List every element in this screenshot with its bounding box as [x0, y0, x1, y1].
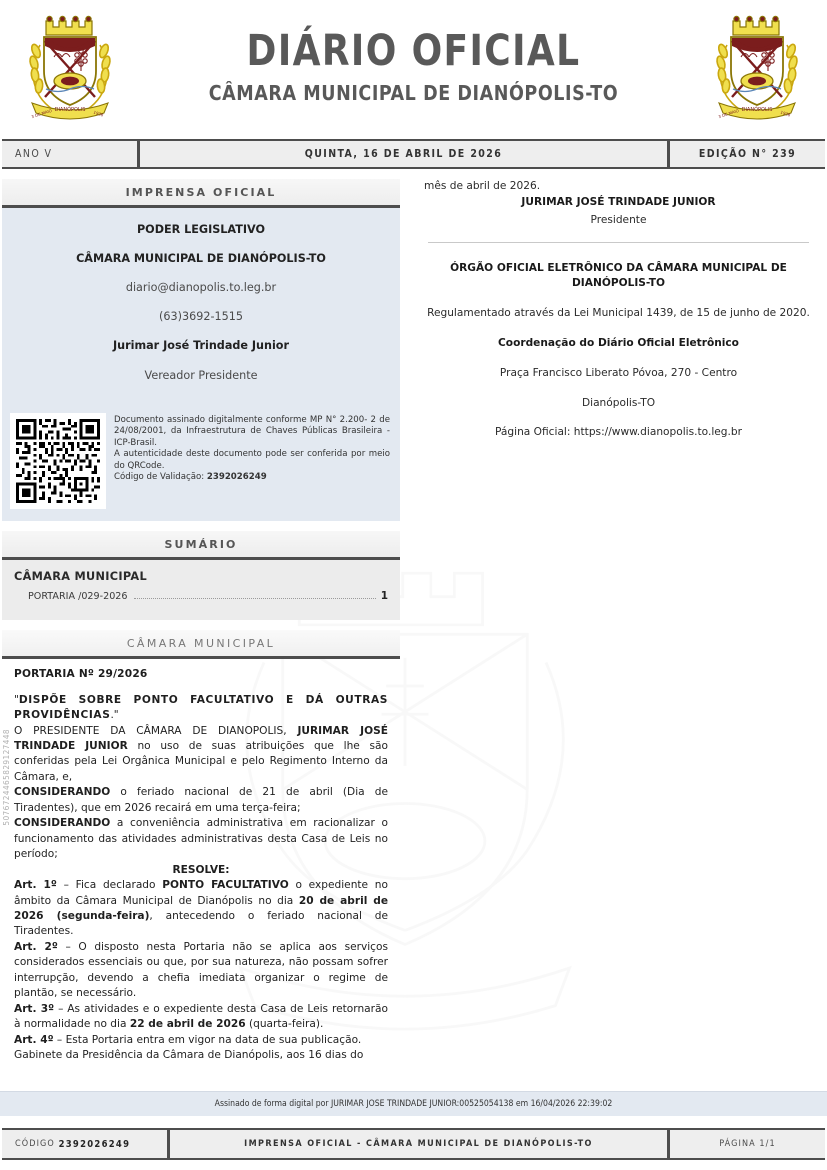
info-line-email[interactable]: diario@dianopolis.to.leg.br — [125, 281, 277, 295]
address-text: Praça Francisco Liberato Póvoa, 270 - Centro — [499, 366, 738, 379]
signature-line-1: Documento assinado digitalmente conforme MP N° 2.200- 2 de 24/08/2001, da Infraestrutura de Chaves Públicas Brasileira - ICP-Brasil. — [114, 414, 390, 448]
art-1-keyword: Art. 1º — [14, 879, 57, 892]
digital-signature-text — [114, 413, 390, 484]
preamble-intro: O PRESIDENTE DA CÂMARA DE DIANOPOLIS, — [14, 724, 298, 737]
validation-label: Código de Validação: — [114, 472, 205, 483]
svg-text:DIANÓPOLIS: DIANÓPOLIS — [54, 107, 86, 113]
edition-number: EDIÇÃO N° 239 — [698, 148, 797, 160]
coordination-label: Coordenação do Diário Oficial Eletrônico — [498, 336, 739, 349]
art-1-emphasis: PONTO FACULTATIVO — [162, 879, 289, 892]
page-subtitle: CÂMARA MUNICIPAL DE DIANÓPOLIS-TO — [208, 81, 619, 106]
edition-bar — [2, 139, 825, 169]
preamble-signer-name: JURIMAR JOSÉ TRINDADE JUNIOR — [14, 724, 388, 753]
imprensa-oficial-header: IMPRENSA OFICIAL — [2, 179, 400, 208]
info-line-president-name: Jurimar José Trindade Junior — [113, 339, 289, 353]
qr-code-icon — [16, 419, 100, 503]
svg-text:1938: 1938 — [92, 109, 105, 118]
sumario-entry[interactable] — [14, 590, 388, 602]
act-closing: Gabinete da Presidência da Câmara de Dianópolis, aos 16 dias do — [14, 1049, 364, 1062]
imprensa-info-panel — [2, 208, 400, 405]
continuation-text: mês de abril de 2026. — [424, 180, 541, 192]
act-preamble — [14, 724, 388, 786]
organ-official-title: ÓRGÃO OFICIAL ELETRÔNICO DA CÂMARA MUNICIPAL DE DIANÓPOLIS-TO — [450, 262, 787, 290]
art-3-keyword: Art. 3º — [14, 1002, 55, 1015]
validation-code: 2392026249 — [206, 472, 267, 483]
svg-text:1938: 1938 — [779, 109, 792, 118]
svg-text:3 DE MAIO: 3 DE MAIO — [30, 107, 53, 120]
preamble-rest: no uso de suas atribuições que lhe são conferidas pela Lei Orgânica Municipal e pelo Regimento Interno da Câmara, e, — [14, 740, 388, 783]
footer-code — [2, 1130, 167, 1158]
act-art-3 — [14, 1002, 388, 1033]
art-1-c: o expediente no âmbito da Câmara Municipal de Dianópolis no dia — [14, 879, 389, 907]
left-column — [0, 169, 400, 1064]
act-considerando-2 — [14, 816, 388, 862]
website-text[interactable]: Página Oficial: https://www.dianopolis.to.leg.br — [495, 426, 742, 439]
signer-role: Presidente — [590, 213, 647, 226]
considerando-2-keyword: CONSIDERANDO — [14, 817, 111, 830]
column-divider — [428, 242, 809, 243]
edition-year: ANO V — [15, 148, 53, 160]
quote-open: " — [14, 693, 19, 706]
act-art-2 — [14, 940, 388, 1002]
svg-text:3 DE MAIO: 3 DE MAIO — [717, 107, 740, 120]
act-resolve: RESOLVE: — [172, 863, 230, 876]
info-line-camara: CÂMARA MUNICIPAL DE DIANÓPOLIS-TO — [76, 252, 326, 266]
art-3-c: (quarta-feira). — [245, 1018, 324, 1031]
considerando-1-text: o feriado nacional de 21 de abril (Dia de Tiradentes), que em 2026 recairá em uma terça-feira; — [14, 786, 388, 814]
crest-left — [14, 11, 126, 123]
sumario-entry-page: 1 — [380, 589, 388, 602]
act-art-1 — [14, 878, 388, 940]
considerando-1-keyword: CONSIDERANDO — [14, 786, 111, 799]
info-line-phone: (63)3692-1515 — [159, 310, 243, 324]
footer-bar — [2, 1128, 825, 1160]
act-art-4 — [14, 1033, 388, 1048]
edition-date: QUINTA, 16 DE ABRIL DE 2026 — [137, 141, 670, 167]
svg-text:DIANÓPOLIS: DIANÓPOLIS — [741, 107, 773, 113]
qr-code-container[interactable] — [10, 413, 106, 509]
act-subject-text: DISPÕE SOBRE PONTO FACULTATIVO E DÁ OUTRAS PROVIDÊNCIAS — [14, 693, 388, 722]
masthead-titles — [126, 25, 701, 106]
sumario-entry-leader — [134, 598, 376, 599]
art-4-keyword: Art. 4º — [14, 1033, 54, 1046]
act-considerando-1 — [14, 785, 388, 816]
info-line-poder: PODER LEGISLATIVO — [136, 223, 265, 236]
footer-code-label: CÓDIGO — [15, 1139, 55, 1149]
digital-signature-strip: Assinado de forma digital por JURIMAR JOSE TRINDADE JUNIOR:00525054138 em 16/04/2026 22:39:02 — [0, 1091, 827, 1116]
signer-name: JURIMAR JOSÉ TRINDADE JUNIOR — [521, 195, 716, 208]
act-number: PORTARIA Nº 29/2026 — [14, 667, 148, 680]
sumario-entry-title: PORTARIA /029-2026 — [28, 590, 128, 602]
art-4-text: – Esta Portaria entra em vigor na data de sua publicação. — [53, 1033, 362, 1046]
city-text: Dianópolis-TO — [581, 396, 656, 409]
sumario-header: SUMÁRIO — [2, 531, 400, 560]
sumario-body — [2, 560, 400, 620]
footer-page-label: PÁGINA 1/1 — [719, 1139, 776, 1149]
document-vertical-code: 5076724465829127448 — [1, 729, 11, 826]
signature-line-2: A autenticidade deste documento pode ser conferida por meio do QRCode. — [114, 449, 390, 471]
art-1-date: 20 de abril de 2026 (segunda-feira) — [14, 894, 388, 922]
crest-right — [701, 11, 813, 123]
art-3-date: 22 de abril de 2026 — [129, 1018, 246, 1031]
footer-center-label: IMPRENSA OFICIAL - CÂMARA MUNICIPAL DE DIANÓPOLIS-TO — [167, 1130, 670, 1158]
right-column — [400, 169, 827, 1064]
art-1-e: , antecedendo o feriado nacional de Tiradentes. — [14, 910, 388, 938]
info-line-president-role: Vereador Presidente — [144, 368, 258, 382]
document-body — [0, 169, 827, 1064]
act-article — [2, 659, 400, 1064]
sumario-group-label: CÂMARA MUNICIPAL — [14, 569, 147, 583]
regulation-text: Regulamentado através da Lei Municipal 1439, de 15 de junho de 2020. — [427, 307, 810, 320]
art-1-a: – Fica declarado — [56, 879, 163, 892]
considerando-2-text: a conveniência administrativa em racionalizar o funcionamento das atividades administrativas desta Casa de Leis no período; — [14, 817, 388, 861]
section-header-camara-municipal: CÂMARA MUNICIPAL — [2, 630, 400, 659]
validation-code-line — [114, 472, 390, 484]
art-2-keyword: Art. 2º — [14, 940, 58, 953]
masthead — [0, 0, 827, 134]
quote-close: ." — [110, 709, 119, 722]
footer-code-value: 2392026249 — [58, 1138, 131, 1150]
digital-signature-block — [2, 405, 400, 521]
act-subject — [14, 693, 388, 724]
art-3-a: – As atividades e o expediente desta Casa de Leis retornarão à normalidade no dia — [14, 1002, 388, 1031]
page-title: DIÁRIO OFICIAL — [246, 25, 581, 76]
art-2-text: – O disposto nesta Portaria não se aplica aos serviços considerados essenciais ou que, por sua natureza, não possam sofrer interrupção, devendo a chefia imediata organizar o regime de plantão, se necessário. — [14, 940, 389, 1000]
